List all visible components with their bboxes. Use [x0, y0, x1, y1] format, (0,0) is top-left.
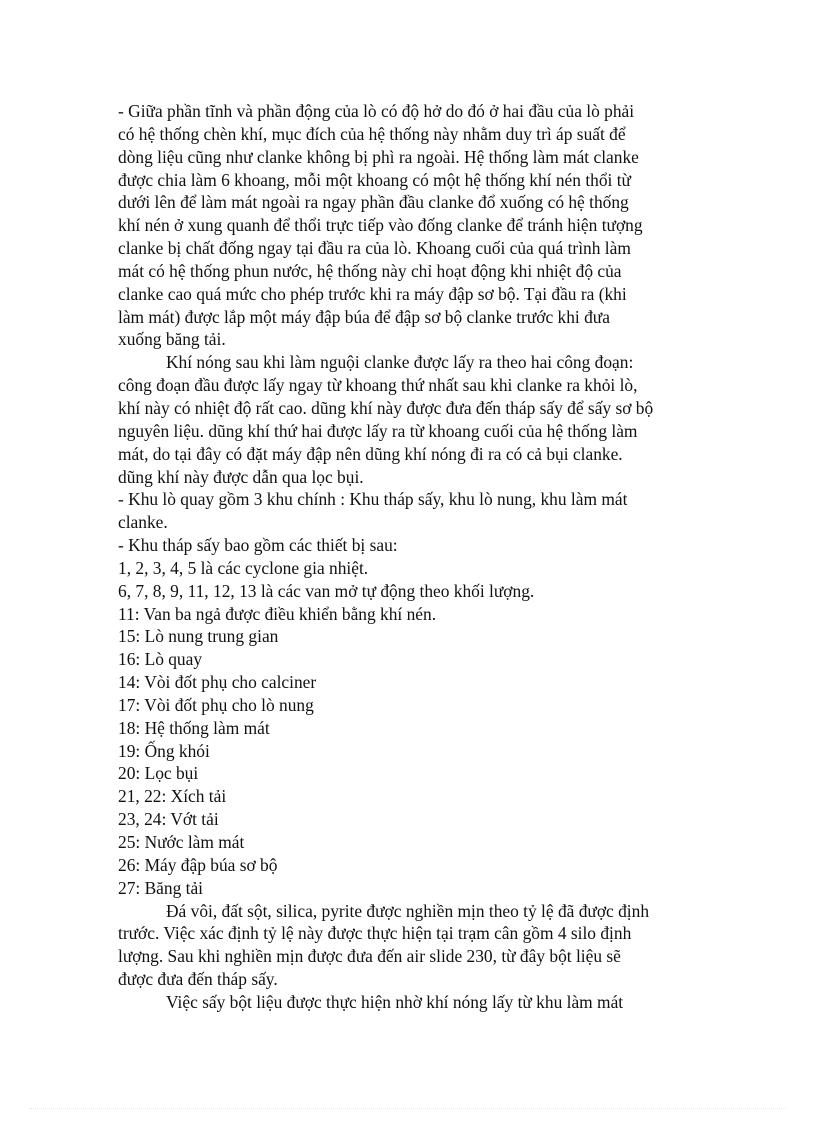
- text-line: 17: Vòi đốt phụ cho lò nung: [118, 694, 314, 715]
- text-line: 18: Hệ thống làm mát: [118, 717, 270, 738]
- text-line: dòng liệu cũng như clanke không bị phì ra ngoài. Hệ thống làm mát clanke: [118, 146, 639, 167]
- text-line: 23, 24: Vớt tải: [118, 809, 219, 830]
- text-line: được chia làm 6 khoang, mỗi một khoang có một hệ thống khí nén thổi từ: [118, 169, 631, 190]
- text-line: công đoạn đầu được lấy ngay từ khoang thứ nhất sau khi clanke ra khỏi lò,: [118, 375, 638, 396]
- text-line: clanke bị chất đống ngay tại đầu ra của lò. Khoang cuối của quá trình làm: [118, 238, 631, 259]
- text-line: 25: Nước làm mát: [118, 832, 245, 852]
- text-line: - Khu lò quay gồm 3 khu chính : Khu tháp sấy, khu lò nung, khu làm mát: [118, 489, 628, 510]
- text-line: trước. Việc xác định tỷ lệ này được thực hiện tại trạm cân gồm 4 silo định: [118, 923, 632, 944]
- text-line: clanke cao quá mức cho phép trước khi ra máy đập sơ bộ. Tại đầu ra (khi: [118, 283, 627, 304]
- text-line: mát, do tại đây có đặt máy đập nên dũng khí nóng đi ra có cả bụi clanke.: [118, 443, 623, 464]
- text-line: xuống băng tải.: [118, 329, 226, 350]
- text-line: 21, 22: Xích tải: [118, 786, 227, 807]
- text-line: dũng khí này được dẫn qua lọc bụi.: [118, 466, 364, 487]
- text-line: 6, 7, 8, 9, 11, 12, 13 là các van mở tự động theo khối lượng.: [118, 580, 535, 601]
- text-line: 20: Lọc bụi: [118, 763, 199, 784]
- text-line: 11: Van ba ngả được điều khiển bằng khí nén.: [118, 603, 437, 624]
- text-line: có hệ thống chèn khí, mục đích của hệ thống này nhằm duy trì áp suất để: [118, 123, 626, 144]
- text-line: - Giữa phần tĩnh và phần động của lò có độ hở do đó ở hai đầu của lò phải: [118, 101, 635, 121]
- text-line: Việc sấy bột liệu được thực hiện nhờ khí nóng lấy từ khu làm mát: [166, 991, 624, 1012]
- paragraph: [118, 100, 698, 351]
- text-line: clanke.: [118, 512, 168, 533]
- text-line: 14: Vòi đốt phụ cho calciner: [118, 672, 317, 693]
- text-line: 26: Máy đập búa sơ bộ: [118, 854, 278, 875]
- paragraph: [118, 991, 698, 1014]
- text-line: 16: Lò quay: [118, 649, 203, 670]
- text-line: 1, 2, 3, 4, 5 là các cyclone gia nhiệt.: [118, 557, 369, 578]
- text-line: làm mát) được lắp một máy đập búa để đập sơ bộ clanke trước khi đưa: [118, 306, 610, 327]
- text-line: khí nén ở xung quanh để thổi trực tiếp vào đống clanke để tránh hiện tượng: [118, 215, 643, 236]
- text-line: dưới lên để làm mát ngoài ra ngay phần đầu clanke đổ xuống có hệ thống: [118, 192, 629, 213]
- text-line: Khí nóng sau khi làm nguội clanke được lấy ra theo hai công đoạn:: [166, 352, 634, 373]
- paragraph: [118, 900, 698, 991]
- text-line: mát có hệ thống phun nước, hệ thống này chỉ hoạt động khi nhiệt độ của: [118, 260, 622, 281]
- paragraph: [118, 534, 698, 900]
- text-line: khí này có nhiệt độ rất cao. dũng khí này được đưa đến tháp sấy để sấy sơ bộ: [118, 397, 654, 418]
- text-line: 19: Ống khói: [118, 740, 210, 761]
- paragraph: [118, 488, 698, 534]
- text-line: - Khu tháp sấy bao gồm các thiết bị sau:: [118, 535, 398, 556]
- page-bottom-divider: [30, 1108, 786, 1109]
- text-line: lượng. Sau khi nghiền mịn được đưa đến air slide 230, từ đây bột liệu sẽ: [118, 946, 621, 967]
- paragraph: [118, 351, 698, 488]
- text-line: 15: Lò nung trung gian: [118, 626, 279, 647]
- text-line: được đưa đến tháp sấy.: [118, 969, 278, 990]
- text-line: nguyên liệu. dũng khí thứ hai được lấy ra từ khoang cuối của hệ thống làm: [118, 420, 638, 441]
- text-line: 27: Băng tải: [118, 877, 204, 898]
- text-line: Đá vôi, đất sột, silica, pyrite được nghiền mịn theo tỷ lệ đã được định: [166, 900, 650, 921]
- document-body: [118, 100, 698, 1014]
